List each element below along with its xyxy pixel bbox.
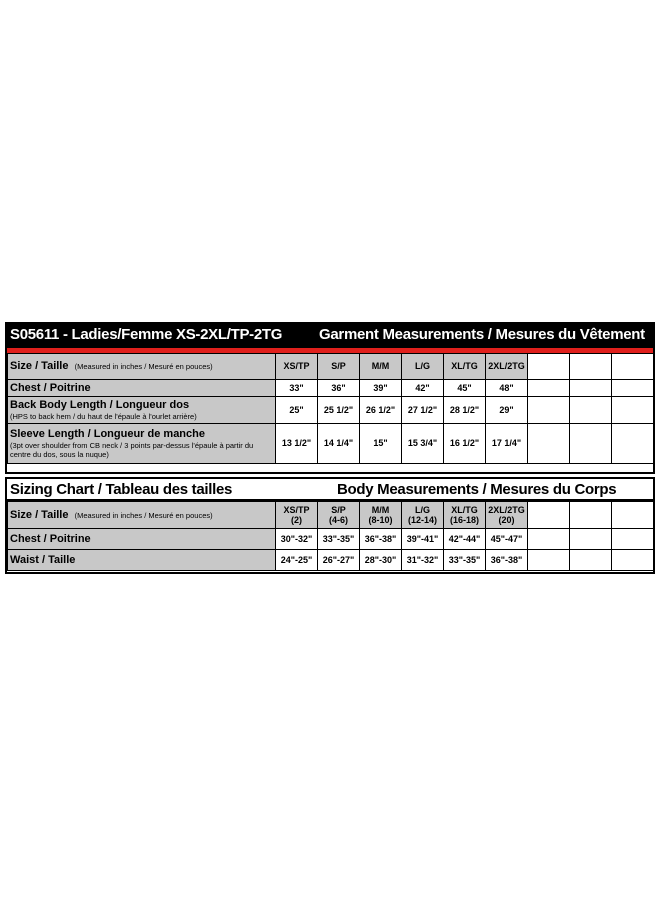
garment-header	[7, 324, 653, 353]
body-table	[7, 501, 654, 571]
size-s: S/P	[318, 354, 360, 380]
size-xl: XL/TG (16-18)	[444, 502, 486, 529]
body-size-row	[8, 502, 654, 529]
row-label: Back Body Length / Longueur dos (HPS to back hem / du haut de l'épaule à l'ourlet arrière)	[8, 397, 276, 424]
garment-subtitle: Garment Measurements / Mesures du Vêtement	[319, 326, 645, 343]
size-l: L/G	[402, 354, 444, 380]
garment-table	[7, 353, 654, 464]
body-title: Sizing Chart / Tableau des tailles	[10, 481, 233, 498]
size-2xl: 2XL/2TG	[486, 354, 528, 380]
size-m: M/M (8-10)	[360, 502, 402, 529]
row-label: Chest / Poitrine	[8, 380, 276, 397]
garment-measurements-chart	[5, 322, 655, 474]
body-subtitle: Body Measurements / Mesures du Corps	[337, 481, 617, 498]
size-l: L/G (12-14)	[402, 502, 444, 529]
body-header	[7, 479, 653, 501]
size-xl: XL/TG	[444, 354, 486, 380]
table-row: Back Body Length / Longueur dos (HPS to back hem / du haut de l'épaule à l'ourlet arrière) 25" 25 1/2" 26 1/2" 27 1/2" 28 1/2" 29"	[8, 397, 654, 424]
size-xs: XS/TP	[276, 354, 318, 380]
table-row: Chest / Poitrine 33" 36" 39" 42" 45" 48"	[8, 380, 654, 397]
garment-title: S05611 - Ladies/Femme XS-2XL/TP-2TG	[10, 326, 283, 343]
body-measurements-chart	[5, 477, 655, 574]
size-2xl: 2XL/2TG (20)	[486, 502, 528, 529]
table-row: Waist / Taille 24"-25" 26"-27" 28"-30" 31"-32" 33"-35" 36"-38"	[8, 550, 654, 571]
table-row: Chest / Poitrine 30"-32" 33"-35" 36"-38" 39"-41" 42"-44" 45"-47"	[8, 529, 654, 550]
size-m: M/M	[360, 354, 402, 380]
row-label: Sleeve Length / Longueur de manche (3pt over shoulder from CB neck / 3 points par-dessus l'épaule à partir du centre du dos, sous la nuque)	[8, 424, 276, 464]
size-xs: XS/TP (2)	[276, 502, 318, 529]
body-size-header: Size / Taille (Measured in inches / Mesuré en pouces)	[8, 502, 276, 529]
garment-size-row	[8, 354, 654, 380]
size-s: S/P (4-6)	[318, 502, 360, 529]
row-label: Chest / Poitrine	[8, 529, 276, 550]
table-row: Sleeve Length / Longueur de manche (3pt over shoulder from CB neck / 3 points par-dessus l'épaule à partir du centre du dos, sous la nuque) 13 1/2" 14 1/4" 15" 15 3/4" 16 1/2" 17 1/4"	[8, 424, 654, 464]
row-label: Waist / Taille	[8, 550, 276, 571]
garment-size-header: Size / Taille (Measured in inches / Mesuré en pouces)	[8, 354, 276, 380]
